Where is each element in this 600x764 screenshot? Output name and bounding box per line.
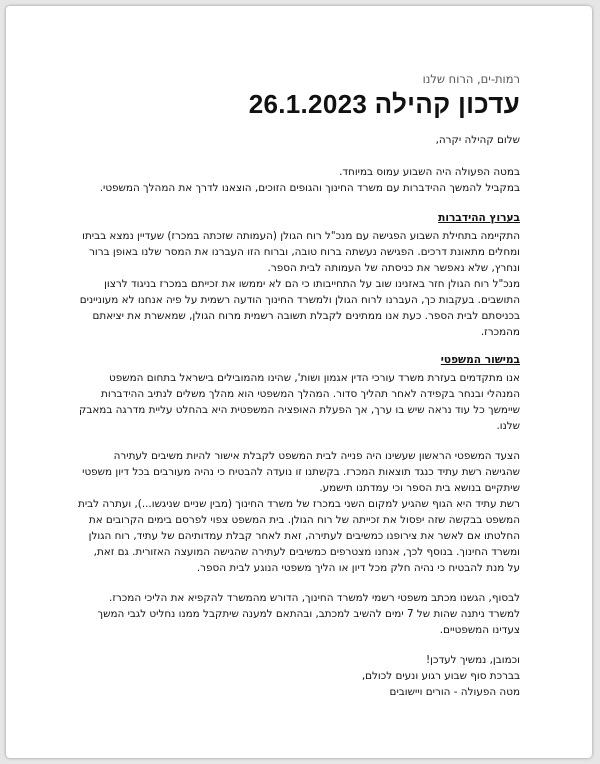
section-heading-dialogue: בערוץ ההידברות: [438, 211, 520, 224]
section-heading-legal: במישור המשפטי: [440, 353, 520, 366]
document-title: עדכון קהילה 26.1.2023: [248, 89, 520, 119]
document-content: [78, 72, 520, 700]
intro-line-2: במקביל להמשך ההידברות עם משרד החינוך והגופים הזוכים, הוצאנו לדרך את המהלך המשפטי.: [99, 181, 520, 194]
legal-paragraph-2: הצעד המשפטי הראשון שעשינו היה פנייה לבית המשפט לקבלת אישור להיות משיבים לעתירה שהגישה רשת עתיד כנגד תוצאות המכרז. בקשתנו זו נועדה להבטיח כי נהיה מעורבים בכל דיון משפטי שיתקיים בנושא בית הספר וכי עמדתנו תישמע.: [82, 449, 520, 494]
dialogue-paragraph-2: מנכ"ל רוח הגולן חזר באזנינו שוב על התחייבותו כי הם לא יממשו את זכייתם במכרז בניגוד לרצון התושבים. בעקבות כך, העברנו לרוח הגולן ולמשרד החינוך הודעה רשמית על פיה אנחנו לא מעוניינים בכניסתם לבית הספר. כעת אנו ממתינים לקבלת תשובה רשמית מרוח הגולן, שמאשרת את יציאתם מהמכרז.: [79, 277, 520, 338]
legal-paragraph-1: אנו מתקדמים בעזרת משרד עורכי הדין אגמון ושות', שהינו מהמובילים בישראל בתחום המשפט המנהלי ובנחר בקפידה לאחר תהליך סדור. המהלך המשפטי הוא מהלך משלים לנתיב ההידברות שיימשך כל עוד נראה שיש בו ערך, אך הפעלת האופציה המשפטית היא בהחלט עליית מדרגה במאבק שלנו.: [78, 371, 520, 432]
signoff-line-3: מטה הפעולה - הורים ויישובים: [389, 685, 520, 698]
signoff-line-2: בברכת סוף שבוע רגוע ונעים לכולם,: [361, 669, 520, 682]
document-kicker: רמות-ים, הרוח שלנו: [422, 72, 520, 86]
legal-paragraph-3: רשת עתיד היא הגוף שהגיע למקום השני במכרז של משרד החינוך (מבין שניים שניגשו...), ועתרה לבית המשפט בבקשה שזה יפסול את זכייתה של רוח הגולן. בית המשפט צפוי לפרסם בימים הקרובים את החלטתו אם לאשר את צירופנו כמשיבים לעתירה, זאת לאחר קבלת עמדותיהם של עתיד, רוח הגולן ומשרד החינוך. בנוסף לכך, אנחנו מצטרפים כמשיבים לעתירה שהגישה המועצה האזורית. גם זאת, על מנת להבטיח כי נהיה חלק מכל דיון או הליך משפטי הנוגע לבית הספר.: [77, 497, 520, 574]
signoff-line-1: וכמובן, נמשיך לעדכן!: [425, 653, 520, 666]
greeting: שלום קהילה יקרה,: [435, 133, 520, 146]
document-page: [6, 6, 592, 758]
dialogue-paragraph-1: התקיימה בתחילת השבוע הפגישה עם מנכ"ל רוח הגולן (העמותה שזכתה במכרז) שעדיין נמצא בביתו ומחלים מתאונת דרכים. הפגישה נעשתה ברוח טובה, וברוח הזו העברנו את המסר שלנו באופן ברור ונחרץ, שלא נאפשר את כניסתה של העמותה לבית הספר.: [82, 229, 520, 274]
intro-line-1: במטה הפעולה היה השבוע עמוס במיוחד.: [339, 165, 520, 178]
signoff-block: [78, 652, 520, 700]
closing-paragraph: לבסוף, הגשנו מכתב משפטי רשמי למשרד החינוך, הדורש מהמשרד להקפיא את הליכי המכרז. למשרד ניתנה שהות של 7 ימים להשיב למכתב, ובהתאם למענה שיתקבל ממנו נחליט לגבי המשך צעדינו המשפטיים.: [97, 591, 520, 636]
